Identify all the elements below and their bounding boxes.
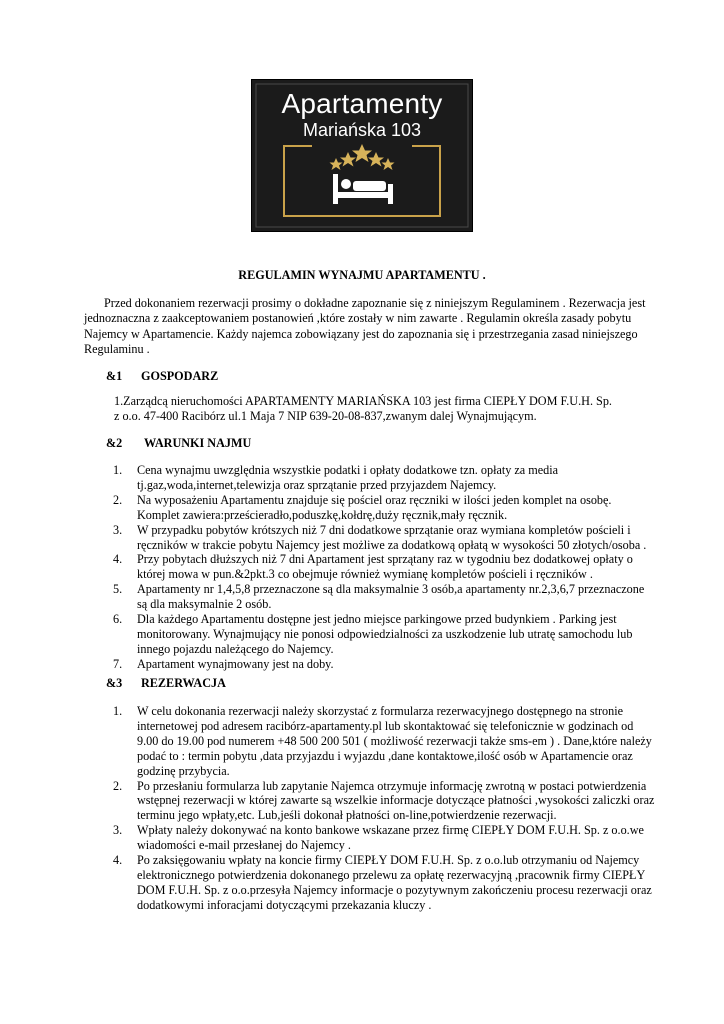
stars-icon [330,144,395,170]
list-item [97,582,657,612]
section-title: GOSPODARZ [141,369,219,383]
list-item [97,523,657,553]
item-text: Na wyposażeniu Apartamentu znajduje się pościel oraz ręczniki w ilości jeden komplet na osobę. Komplet zawiera:prześcieradło,poduszkę,kołdrę,duży ręcznik,mały ręcznik. [137,492,612,522]
document-title: REGULAMIN WYNAJMU APARTAMENTU . [238,268,486,282]
item-text: Apartament wynajmowany jest na doby. [137,656,334,671]
item-text: W celu dokonania rezerwacji należy skorzystać z formularza rezerwacyjnego dostępnego na stronie internetowej pod adresem racibórz-apartamenty.pl lub skontaktować się telefonicznie w godzinach od 9.00 do 19.00 pod numerem +48 500 200 501 ( możliwość rezerwacji także sms-em ) . Dane,które należy podać to : termin pobytu ,data przyjazdu i wyjazdu ,dane kontaktowe,ilość osób w Apartamencie oraz godzinę przybycia. [137,704,652,778]
item-text: Po zaksięgowaniu wpłaty na koncie firmy CIEPŁY DOM F.U.H. Sp. z o.o.lub otrzymaniu od Najemcy elektronicznego potwierdzenia dokonanego przelewu za opłatę rezerwacyjną ,pracownik firmy CIEPŁY DOM F.U.H. Sp. z o.o.przesyła Najemcy informacje o pozytywnym zakończeniu procesu rezerwacji oraz dodatkowymi inforacjami dotyczącymi przekazania kluczy . [137,853,652,912]
item-number: 7. [113,656,123,671]
item-number: 4. [113,853,123,868]
list-item [97,463,657,493]
item-number: 1. [113,704,123,718]
list-item [97,552,657,582]
logo [251,79,473,232]
conditions-list [97,463,657,672]
list-item [97,823,657,853]
section-text: 1.Zarządcą nieruchomości APARTAMENTY MARIAŃSKA 103 jest firma CIEPŁY DOM F.U.H. Sp. z o.o. 47-400 Racibórz ul.1 Maja 7 NIP 639-20-08-837,zwanym dalej Wynajmującym. [114,394,612,424]
section-number: &1 [106,369,123,383]
list-item [97,779,657,824]
section-number: &2 [106,436,123,450]
item-number: 1. [113,463,123,477]
bed-icon [333,174,393,204]
item-number: 2. [113,778,123,793]
list-item [97,853,657,913]
list-item [97,612,657,657]
logo-title: Apartamenty [281,88,443,119]
item-text: Cena wynajmu uwzględnia wszystkie podatki i opłaty dodatkowe tzn. opłaty za media tj.gaz,woda,internet,telewizja oraz sprzątanie przed przyjazdem Najemcy. [137,463,559,492]
item-text: Przy pobytach dłuższych niż 7 dni Apartament jest sprzątany raz w tygodniu bez dodatkowej opłaty o której mowa w pun.&2pkt.3 co obejmuje również wymianę kompletów pościeli i ręczników . [137,552,633,582]
item-text: Apartamenty nr 1,4,5,8 przeznaczone są dla maksymalnie 3 osób,a apartamenty nr.2,3,6,7 przeznaczone są dla maksymalnie 2 osób. [137,582,645,612]
item-number: 3. [113,823,123,838]
item-number: 6. [113,612,123,627]
list-item [97,493,657,523]
item-number: 3. [113,522,123,537]
section-paragraph [114,394,614,425]
item-number: 5. [113,582,123,597]
item-text: Dla każdego Apartamentu dostępne jest jedno miejsce parkingowe przed budynkiem . Parking jest monitorowany. Wynajmujący nie ponosi odpowiedzialności za uszkodzenie lub utratę samochodu lub innego pojazdu należącego do Najemcy. [137,612,633,656]
list-item [97,704,657,779]
section-title: REZERWACJA [141,676,226,690]
item-number: 2. [113,492,123,507]
item-text: Wpłaty należy dokonywać na konto bankowe wskazane przez firmę CIEPŁY DOM F.U.H. Sp. z o.o.we wiadomości e-mail przesłanej do Najemcy . [137,823,644,853]
intro-paragraph: Przed dokonaniem rezerwacji prosimy o dokładne zapoznanie się z niniejszym Regulaminem . Rezerwacja jest jednoznaczna z zaakceptowaniem postanowień ,które zostały w nim zawarte . Regulamin określa zasady pobytu Najemcy w Apartamencie. Każdy najemca zobowiązany jest do zapoznania się i przestrzegania zasad niniejszego Regulaminu . [84,296,646,357]
list-item [97,657,657,672]
item-number: 4. [113,552,123,567]
item-text: Po przesłaniu formularza lub zapytanie Najemca otrzymuje informację zwrotną w postaci potwierdzenia wstępnej rezerwacji w której zawarte są wszelkie informacje dotyczące płatności ,wysokości zaliczki oraz terminu jego wpłaty,etc. Lub,jeśli dokonał płatności on-line,potwierdzenie rezerwacji. [137,778,655,823]
reservation-list [97,704,657,913]
logo-subtitle: Mariańska 103 [302,120,422,140]
section-number: &3 [106,676,123,690]
section-title: WARUNKI NAJMU [144,436,252,450]
item-text: W przypadku pobytów krótszych niż 7 dni dodatkowe sprzątanie oraz wymiana kompletów pościeli i ręczników w trakcie pobytu Najemcy jest możliwe za dodatkową opłatą w wysokości 50 złotych/osoba . [137,522,647,552]
